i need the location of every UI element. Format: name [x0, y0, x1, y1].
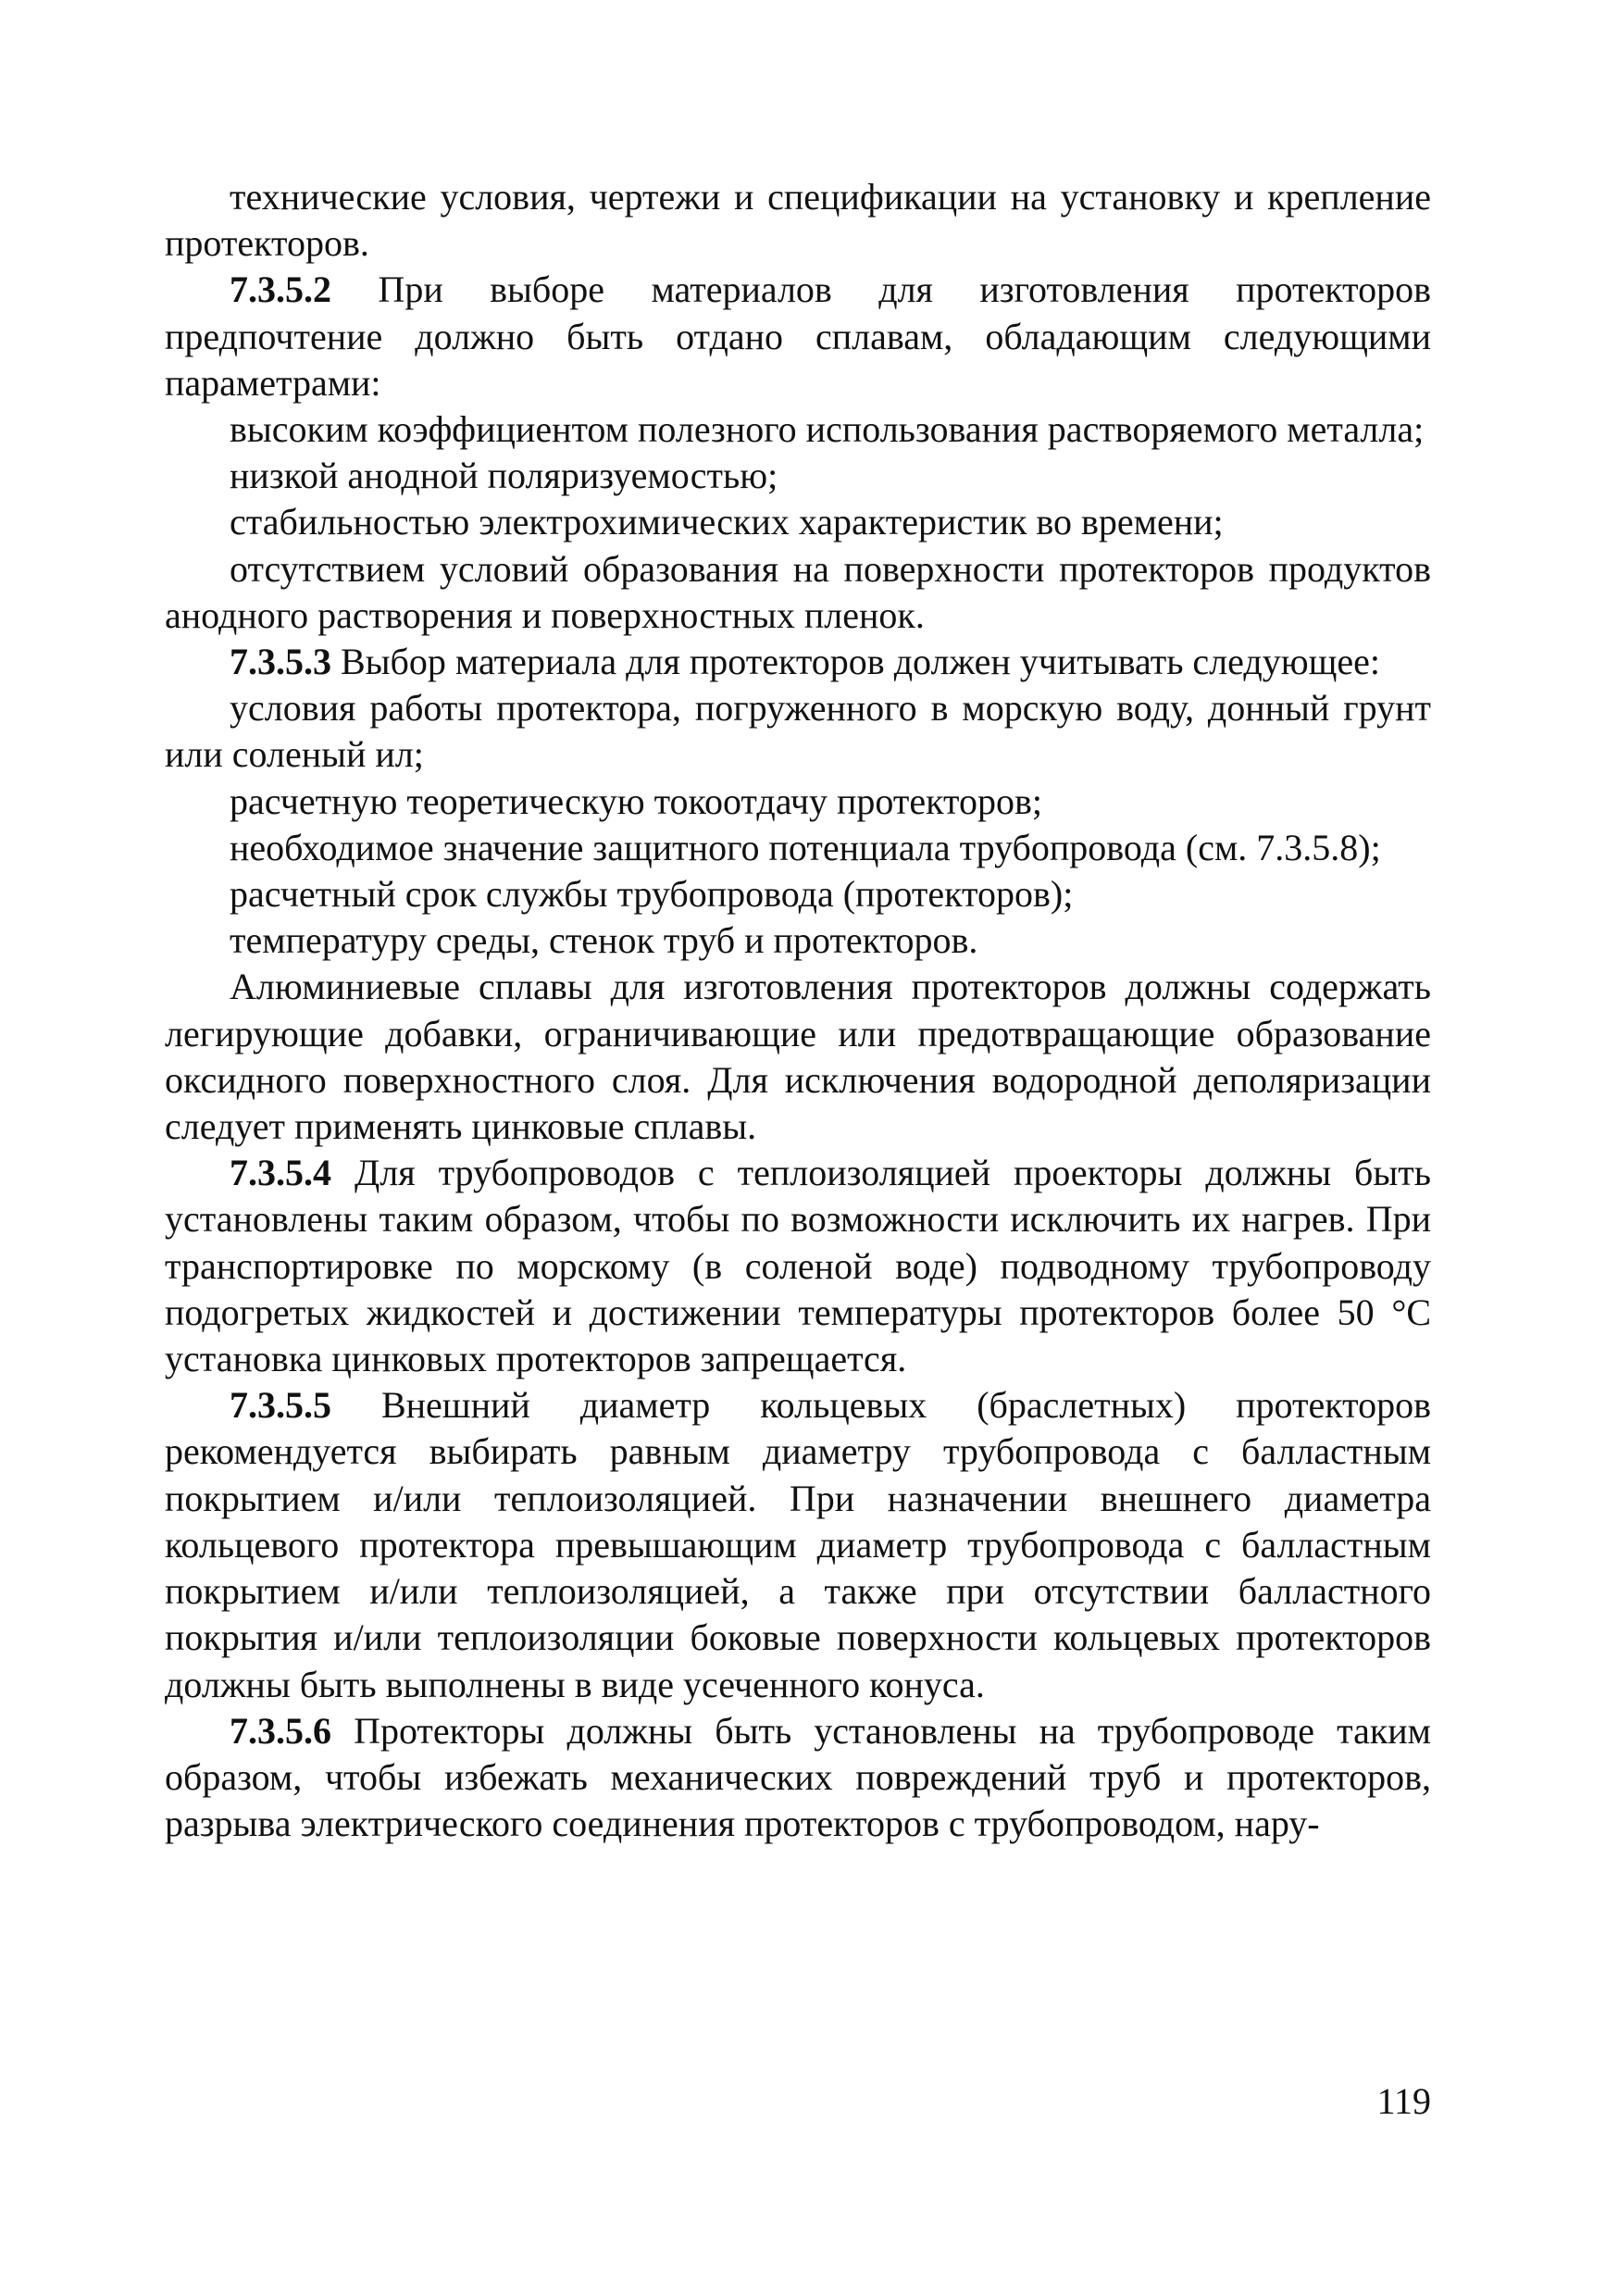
paragraph: [165, 453, 1431, 499]
paragraph: [165, 825, 1431, 871]
section-number: 7.3.5.3: [230, 641, 331, 683]
document-body: [165, 174, 1431, 1847]
section-number: 7.3.5.6: [230, 1709, 331, 1752]
section-number: 7.3.5.5: [230, 1384, 331, 1427]
paragraph-text: Выбор материала для протекторов должен учитывать следующее:: [331, 641, 1381, 683]
paragraph-text: условия работы протектора, погруженного в морскую воду, донный грунт или соленый ил;: [165, 687, 1431, 776]
section-number: 7.3.5.2: [230, 268, 331, 311]
paragraph: [165, 1382, 1431, 1707]
paragraph-text: расчетную теоретическую токоотдачу протекторов;: [230, 780, 1042, 822]
paragraph: [165, 685, 1431, 778]
paragraph: [165, 964, 1431, 1150]
paragraph-text: стабильностью электрохимических характеристик во времени;: [230, 501, 1224, 543]
paragraph-text: Внешний диаметр кольцевых (браслетных) протекторов рекомендуется выбирать равным диаметру трубопровода с балластным покрытием и/или теплоизоляцией. При назначении внешнего диаметра кольцевого протектора превышающим диаметр трубопровода с балластным покрытием и/или теплоизоляцией, а также при отсутствии балластного покрытия и/или теплоизоляции боковые поверхности кольцевых протекторов должны быть выполнены в виде усеченного конуса.: [165, 1384, 1431, 1705]
paragraph: [165, 499, 1431, 545]
paragraph: [165, 639, 1431, 685]
paragraph: [165, 174, 1431, 267]
paragraph-text: Протекторы должны быть установлены на трубопроводе таким образом, чтобы избежать механических повреждений труб и протекторов, разрыва электрического соединения протекторов с трубопроводом, нару-: [165, 1709, 1431, 1845]
paragraph: [165, 406, 1431, 453]
paragraph-text: необходимое значение защитного потенциала трубопровода (см. 7.3.5.8);: [230, 826, 1381, 868]
paragraph: [165, 779, 1431, 825]
paragraph-text: Алюминиевые сплавы для изготовления протекторов должны содержать легирующие добавки, ограничивающие или предотвращающие образование оксидного поверхностного слоя. Для исключения водородной деполяризации следует применять цинковые сплавы.: [165, 966, 1431, 1148]
paragraph: [165, 871, 1431, 917]
section-number: 7.3.5.4: [230, 1152, 331, 1194]
paragraph-text: низкой анодной поляризуемостью;: [230, 455, 778, 497]
paragraph-text: технические условия, чертежи и спецификации на установку и крепление протекторов.: [165, 176, 1431, 265]
paragraph-text: Для трубопроводов с теплоизоляцией проекторы должны быть установлены таким образом, чтобы по возможности исключить их нагрев. При транспортировке по морскому (в соленой воде) подводному трубопроводу подогретых жидкостей и достижении температуры протекторов более 50 °С установка цинковых протекторов запрещается.: [165, 1152, 1431, 1380]
page-number: 119: [1376, 2080, 1431, 2122]
paragraph: [165, 1150, 1431, 1382]
paragraph-text: высоким коэффициентом полезного использования растворяемого металла;: [230, 408, 1425, 451]
paragraph: [165, 1708, 1431, 1848]
paragraph: [165, 546, 1431, 639]
paragraph-text: отсутствием условий образования на поверхности протекторов продуктов анодного растворения и поверхностных пленок.: [165, 547, 1431, 636]
paragraph-text: При выборе материалов для изготовления протекторов предпочтение должно быть отдано сплавам, обладающим следующими параметрами:: [165, 268, 1431, 404]
paragraph-text: расчетный срок службы трубопровода (протекторов);: [230, 873, 1074, 916]
paragraph-text: температуру среды, стенок труб и протекторов.: [230, 919, 978, 962]
paragraph: [165, 267, 1431, 406]
paragraph: [165, 917, 1431, 964]
